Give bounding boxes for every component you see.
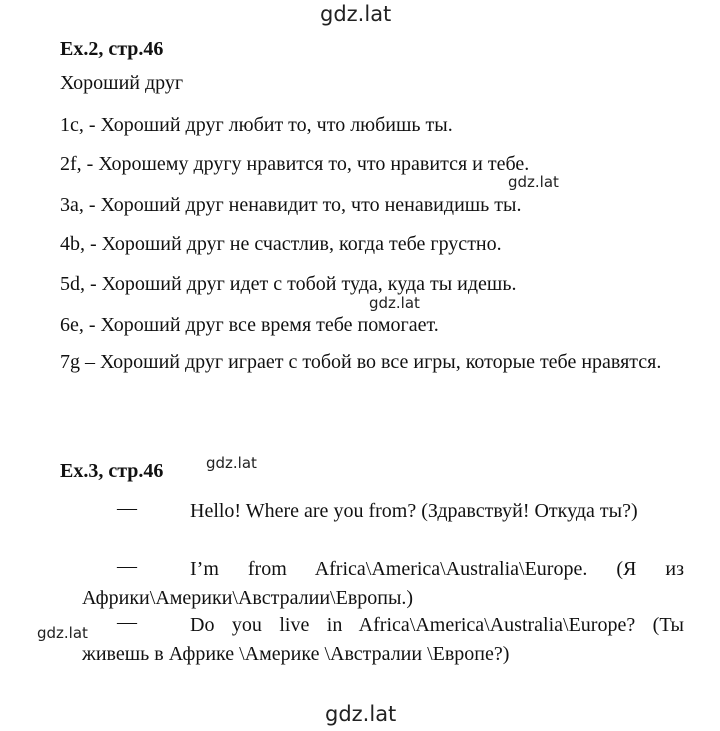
watermark-ex3: gdz.lat — [206, 454, 257, 472]
ex2-line-3: 3a, - Хороший друг ненавидит то, что ненавидишь ты. — [60, 194, 522, 216]
dialog-line-1: Hello! Where are you from? (Здравствуй! Откуда ты?) — [190, 500, 638, 522]
dialog-dash-1: — — [117, 497, 137, 519]
watermark-mid-2: gdz.lat — [369, 294, 420, 312]
ex2-line-1: 1c, - Хороший друг любит то, что любишь ты. — [60, 114, 453, 136]
dialog-line-3: Do you live in Africa\America\Australia\Europe? (Ты живешь в Африке \Америке \Австралии \Европе?) — [82, 614, 684, 665]
watermark-top: gdz.lat — [320, 2, 392, 26]
ex2-line-5: 5d, - Хороший друг идет с тобой туда, куда ты идешь. — [60, 273, 517, 295]
watermark-bottom: gdz.lat — [325, 702, 397, 726]
ex3-heading: Ex.3, стр.46 — [60, 460, 164, 482]
dialog-line-2: I’m from Africa\America\Australia\Europe. (Я из Африки\Америки\Австралии\Европы.) — [82, 558, 684, 609]
dialog-dash-3: — — [117, 611, 137, 633]
watermark-left: gdz.lat — [37, 624, 88, 642]
dialog-dash-2: — — [117, 555, 137, 577]
ex2-line-2: 2f, - Хорошему другу нравится то, что нравится и тебе. — [60, 153, 530, 175]
ex2-line-7: 7g – Хороший друг играет с тобой во все игры, которые тебе нравятся. — [60, 351, 662, 373]
ex2-title: Хороший друг — [60, 72, 184, 94]
ex2-heading: Ex.2, стр.46 — [60, 38, 164, 60]
watermark-mid-1: gdz.lat — [508, 173, 559, 191]
ex2-line-6: 6e, - Хороший друг все время тебе помогает. — [60, 314, 439, 336]
ex2-line-4: 4b, - Хороший друг не счастлив, когда тебе грустно. — [60, 233, 502, 255]
